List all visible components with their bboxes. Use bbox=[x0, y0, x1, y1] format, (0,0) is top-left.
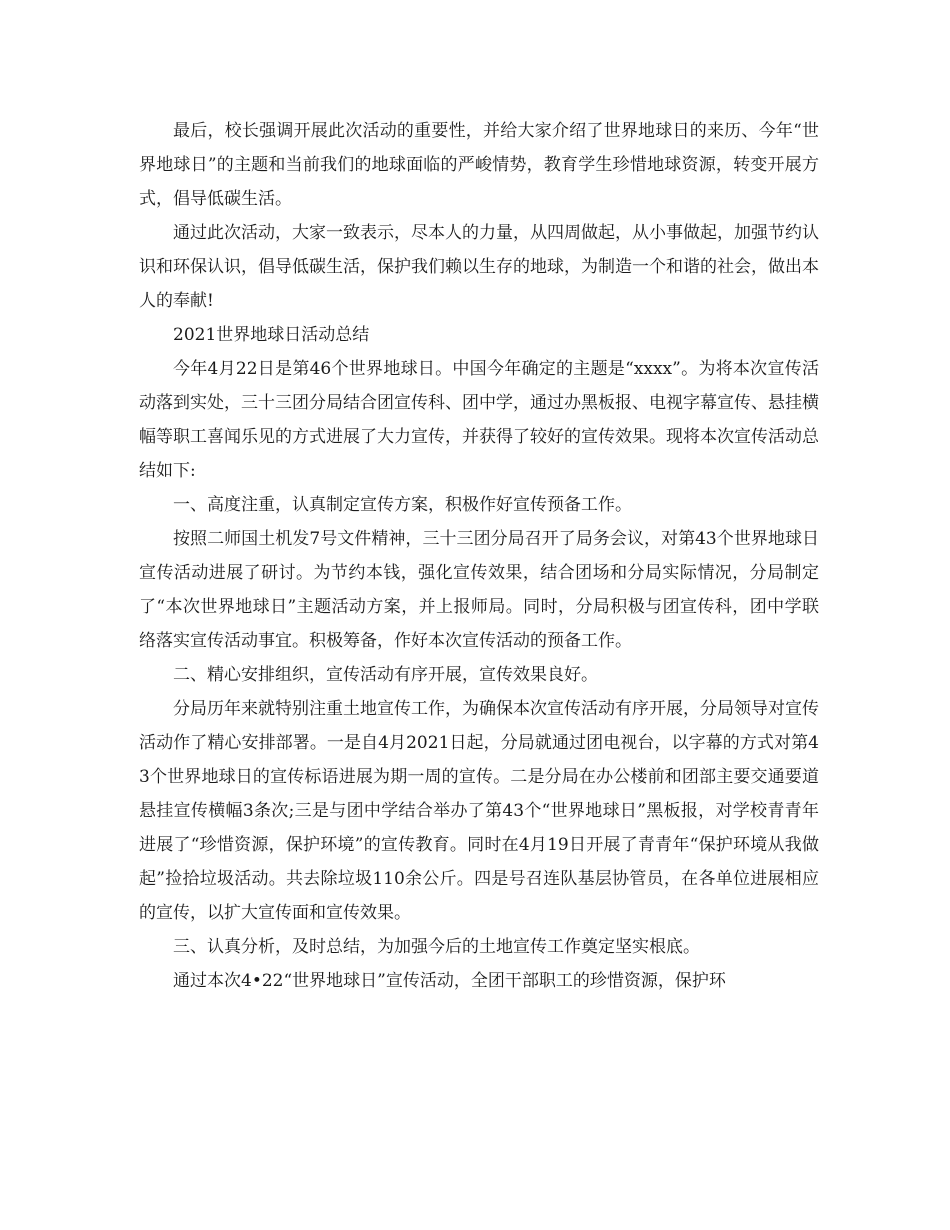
paragraph-introduction: 今年4月22日是第46个世界地球日。中国今年确定的主题是“xxxx”。为将本次宣传活动落到实处，三十三团分局结合团宣传科、团中学，通过办黑板报、电视字幕宣传、悬挂横幅等职工喜闻乐见的方式进展了大力宣传，并获得了较好的宣传效果。现将本次宣传活动总结如下: bbox=[139, 359, 819, 481]
paragraph-part-two: 分局历年来就特别注重土地宣传工作，为确保本次宣传活动有序开展，分局领导对宣传活动作了精心安排部署。一是自4月2021日起，分局就通过团电视台，以字幕的方式对第43个世界地球日的宣传标语进展为期一周的宣传。二是分局在办公楼前和团部主要交通要道悬挂宣传横幅3条次;三是与团中学结合举办了第43个“世界地球日”黑板报，对学校青青年进展了“珍惜资源，保护环境”的宣传教育。同时在4月19日开展了青青年“保护环境从我做起”捡拾垃圾活动。共去除垃圾110余公斤。四是号召连队基层协管员，在各单位进展相应的宣传，以扩大宣传面和宣传效果。 bbox=[139, 699, 819, 923]
paragraph-part-one: 按照二师国土机发7号文件精神，三十三团分局召开了局务会议，对第43个世界地球日宣传活动进展了研讨。为节约本钱，强化宣传效果，结合团场和分局实际情况，分局制定了“本次世界地球日”主题活动方案，并上报师局。同时，分局积极与团宣传科，团中学联络落实宣传活动事宜。积极筹备，作好本次宣传活动的预备工作。 bbox=[139, 529, 819, 651]
paragraph-part-three: 通过本次4•22“世界地球日”宣传活动，全团干部职工的珍惜资源，保护环 bbox=[173, 971, 726, 991]
section-title: 2021世界地球日活动总结 bbox=[173, 325, 370, 345]
heading-part-two: 二、精心安排组织，宣传活动有序开展，宣传效果良好。 bbox=[173, 665, 598, 685]
paragraph-activity-outcome: 通过此次活动，大家一致表示，尽本人的力量，从四周做起，从小事做起，加强节约认识和环保认识，倡导低碳生活，保护我们赖以生存的地球，为制造一个和谐的社会，做出本人的奉献! bbox=[139, 223, 819, 311]
paragraph-closing-remarks: 最后，校长强调开展此次活动的重要性，并给大家介绍了世界地球日的来历、今年“世界地球日”的主题和当前我们的地球面临的严峻情势，教育学生珍惜地球资源，转变开展方式，倡导低碳生活。 bbox=[139, 121, 819, 209]
heading-part-one: 一、高度注重，认真制定宣传方案，积极作好宣传预备工作。 bbox=[173, 495, 632, 515]
document-body bbox=[139, 114, 819, 998]
heading-part-three: 三、认真分析，及时总结，为加强今后的土地宣传工作奠定坚实根底。 bbox=[173, 937, 700, 957]
